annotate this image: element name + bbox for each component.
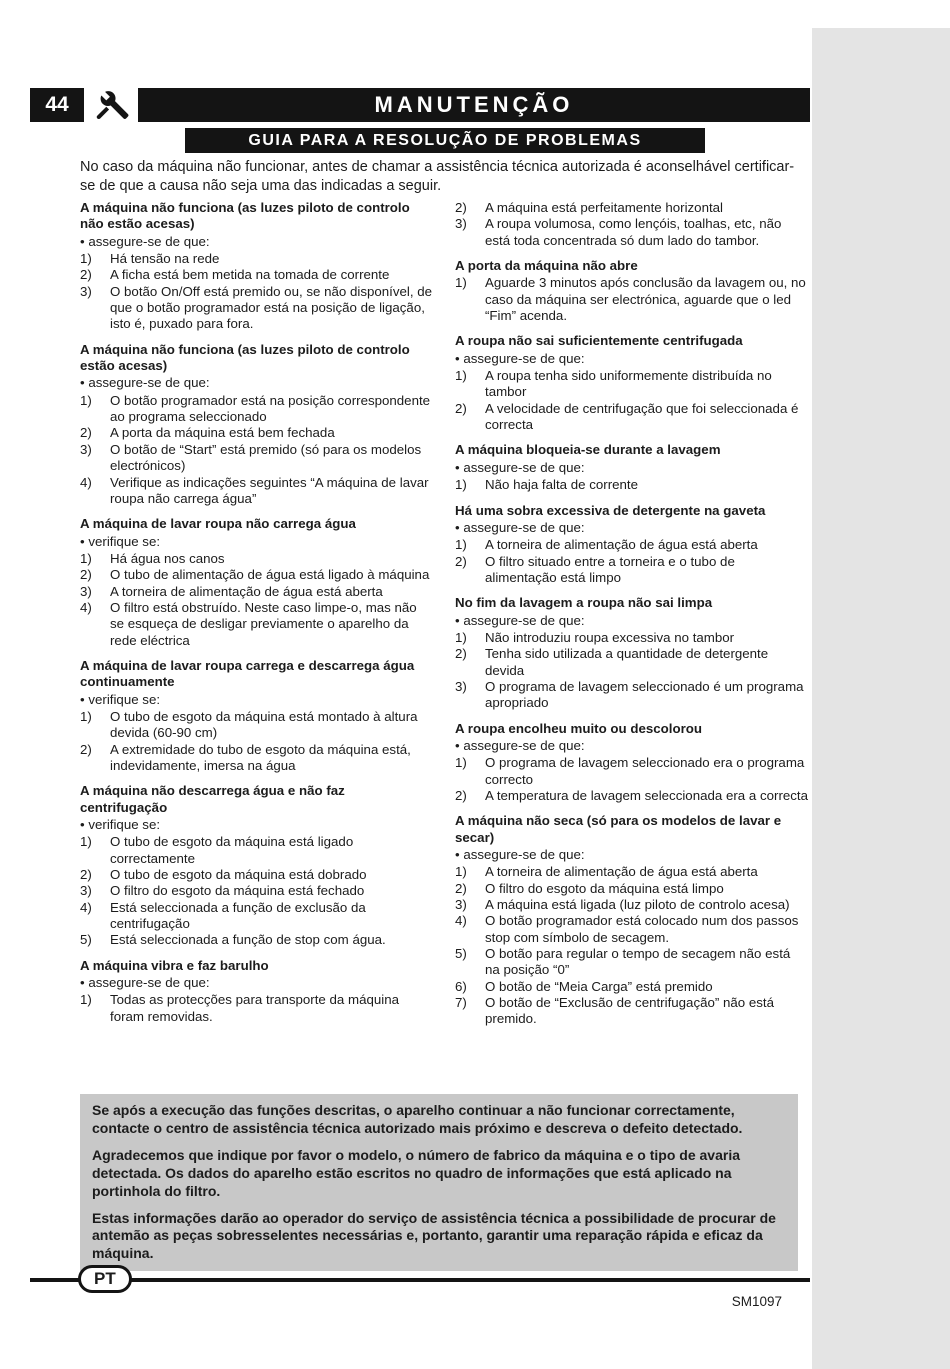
section-lead: • verifique se: xyxy=(80,817,161,833)
item-text: O tubo de esgoto da máquina está ligado correctamente xyxy=(110,834,354,866)
service-note: Estas informações darão ao operador do serviço de assistência técnica a possibilidade de procurar de antemão as peças sobresselentes necessárias e, portanto, garantir uma reparação rápida e eficaz da máquina. xyxy=(92,1209,776,1262)
service-note: Agradecemos que indique por favor o modelo, o número de fabrico da máquina e o tipo de avaria detectada. Os dados do aparelho estão escritos no quadro de informações que está aplicado na portinhola do filtro. xyxy=(92,1146,741,1199)
item-number: 2) xyxy=(80,867,92,883)
item-text: O tubo de esgoto da máquina está montado à altura devida (60-90 cm) xyxy=(110,708,418,741)
section-title: A máquina de lavar roupa não carrega água xyxy=(80,516,356,532)
section-lead: • assegure-se de que: xyxy=(455,350,585,366)
section-lead: • assegure-se de que: xyxy=(455,519,585,535)
list-item xyxy=(80,867,433,883)
item-text: O programa de lavagem seleccionado era o programa correcto xyxy=(485,755,805,787)
item-number: 3) xyxy=(455,897,467,913)
item-text: O tubo de esgoto da máquina está dobrado xyxy=(110,867,367,883)
maintenance-tools-icon xyxy=(84,88,138,122)
troubleshoot-section xyxy=(455,595,808,711)
section-lead: • assegure-se de que: xyxy=(455,459,585,475)
list-item xyxy=(80,883,433,899)
item-number: 1) xyxy=(80,992,92,1008)
list-item xyxy=(80,267,433,283)
list-item xyxy=(455,646,808,679)
list-item xyxy=(455,881,808,897)
list-item xyxy=(80,584,433,600)
item-text: A temperatura de lavagem seleccionada era a correcta xyxy=(485,788,809,803)
page-header xyxy=(30,88,810,122)
list-item xyxy=(80,475,433,508)
item-number: 3) xyxy=(80,883,92,899)
item-number: 1) xyxy=(80,392,92,408)
troubleshoot-section xyxy=(80,200,433,333)
troubleshoot-section xyxy=(80,783,433,948)
section-lead: • assegure-se de que: xyxy=(455,737,585,753)
section-lead: • assegure-se de que: xyxy=(80,233,210,249)
item-number: 3) xyxy=(455,216,467,232)
item-text: Há tensão na rede xyxy=(110,251,220,267)
list-item xyxy=(80,251,433,267)
list-item xyxy=(455,477,808,493)
item-text: O botão On/Off está premido ou, se não disponível, de que o botão programador está na posição de ligação, isto é, puxado para fora. xyxy=(110,283,433,332)
troubleshooting-columns xyxy=(80,200,808,1037)
item-text: A porta da máquina está bem fechada xyxy=(110,425,335,441)
list-item xyxy=(80,992,433,1025)
item-text: Tenha sido utilizada a quantidade de detergente devida xyxy=(485,646,769,678)
item-text: A roupa tenha sido uniformemente distribuída no tambor xyxy=(485,368,772,400)
section-title: A roupa encolheu muito ou descolorou xyxy=(455,720,702,736)
list-item xyxy=(455,275,808,324)
list-item xyxy=(80,834,433,867)
troubleshoot-section xyxy=(80,342,433,507)
intro-text: No caso da máquina não funcionar, antes de chamar a assistência técnica autorizada é aconselhável certificar-se de que a causa não seja uma das indicadas a seguir. xyxy=(80,159,795,194)
list-item xyxy=(455,755,808,788)
item-text: O botão programador está colocado num dos passos stop com símbolo de secagem. xyxy=(485,913,799,945)
item-number: 5) xyxy=(455,946,467,962)
item-text: Aguarde 3 minutos após conclusão da lavagem ou, no caso da máquina ser electrónica, aguarde que o led “Fim” acenda. xyxy=(485,275,806,324)
item-number: 1) xyxy=(455,537,467,553)
left-column xyxy=(80,200,433,1037)
item-number: 2) xyxy=(455,788,467,803)
troubleshoot-section xyxy=(455,503,808,587)
item-text: O tubo de alimentação de água está ligado à máquina xyxy=(110,567,430,583)
list-item xyxy=(80,600,433,649)
item-number: 4) xyxy=(80,899,92,915)
list-item xyxy=(455,979,808,995)
section-lead: • assegure-se de que: xyxy=(80,375,210,391)
item-number: 4) xyxy=(80,474,92,490)
item-text: O filtro situado entre a torneira e o tubo de alimentação está limpo xyxy=(485,553,735,585)
item-number: 1) xyxy=(80,251,92,267)
list-item xyxy=(455,216,808,249)
item-number: 2) xyxy=(455,400,467,416)
service-notes-box xyxy=(80,1094,798,1271)
item-text: A torneira de alimentação de água está aberta xyxy=(110,583,383,599)
item-text: A ficha está bem metida na tomada de corrente xyxy=(110,267,390,283)
list-item xyxy=(455,679,808,712)
section-title: No fim da lavagem a roupa não sai limpa xyxy=(455,595,713,611)
item-number: 1) xyxy=(80,708,92,724)
page-number: 44 xyxy=(30,88,84,122)
list-item xyxy=(455,630,808,646)
item-number: 3) xyxy=(80,441,92,457)
item-text: A roupa volumosa, como lençóis, toalhas, etc, não está toda concentrada só dum lado do tambor. xyxy=(485,216,782,248)
section-title: A roupa não sai suficientemente centrifugada xyxy=(455,333,743,349)
section-title: A máquina não seca (só para os modelos de lavar e secar) xyxy=(455,813,782,845)
troubleshoot-section xyxy=(455,333,808,433)
list-item xyxy=(455,913,808,946)
item-number: 3) xyxy=(455,678,467,694)
item-text: O filtro do esgoto da máquina está fechado xyxy=(110,883,365,899)
item-number: 1) xyxy=(455,629,467,645)
item-number: 2) xyxy=(80,267,92,283)
document-code: SM1097 xyxy=(731,1294,782,1309)
troubleshoot-section xyxy=(80,658,433,774)
item-number: 7) xyxy=(455,995,467,1011)
item-text: A máquina está perfeitamente horizontal xyxy=(485,200,724,215)
scan-edge xyxy=(812,28,950,1369)
troubleshooting-title-bar: GUIA PARA A RESOLUÇÃO DE PROBLEMAS xyxy=(185,128,705,153)
list-item xyxy=(80,425,433,441)
item-number: 1) xyxy=(80,550,92,566)
item-number: 1) xyxy=(455,368,467,384)
section-lead: • verifique se: xyxy=(80,533,161,549)
troubleshoot-section xyxy=(455,442,808,493)
section-lead: • assegure-se de que: xyxy=(455,612,585,628)
list-item xyxy=(455,946,808,979)
language-badge: PT xyxy=(78,1265,132,1293)
item-number: 3) xyxy=(80,583,92,599)
section-title: A máquina vibra e faz barulho xyxy=(80,957,269,973)
list-item xyxy=(455,995,808,1028)
list-item xyxy=(455,864,808,880)
troubleshoot-section xyxy=(455,200,808,249)
item-text: O botão programador está na posição correspondente ao programa seleccionado xyxy=(110,392,431,425)
item-text: Não introduziu roupa excessiva no tambor xyxy=(485,629,735,645)
item-number: 5) xyxy=(80,932,92,948)
item-number: 1) xyxy=(455,477,467,493)
item-text: A extremidade do tubo de esgoto da máquina está, indevidamente, imersa na água xyxy=(110,741,411,773)
page-footer xyxy=(30,1269,810,1309)
item-text: A torneira de alimentação de água está aberta xyxy=(485,537,758,553)
item-number: 2) xyxy=(80,567,92,583)
section-lead: • assegure-se de que: xyxy=(455,847,585,863)
list-item xyxy=(80,567,433,583)
item-text: Verifique as indicações seguintes “A máquina de lavar roupa não carrega água” xyxy=(110,474,429,506)
list-item xyxy=(455,788,808,804)
section-lead: • assegure-se de que: xyxy=(80,975,210,991)
item-text: Está seleccionada a função de exclusão da centrifugação xyxy=(110,899,366,932)
item-text: O botão de “Start” está premido (só para os modelos electrónicos) xyxy=(110,441,422,474)
item-number: 2) xyxy=(455,553,467,569)
troubleshoot-section xyxy=(80,958,433,1025)
item-text: Está seleccionada a função de stop com água. xyxy=(110,932,386,948)
list-item xyxy=(455,368,808,401)
section-title: Há uma sobra excessiva de detergente na gaveta xyxy=(455,502,766,518)
item-number: 1) xyxy=(80,834,92,850)
item-text: A velocidade de centrifugação que foi seleccionada é correcta xyxy=(485,400,799,433)
troubleshoot-section xyxy=(80,516,433,649)
list-item xyxy=(80,709,433,742)
item-text: O botão de “Exclusão de centrifugação” não está premido. xyxy=(485,995,775,1027)
list-item xyxy=(80,442,433,475)
item-number: 2) xyxy=(455,646,467,662)
item-number: 3) xyxy=(80,283,92,299)
item-number: 1) xyxy=(455,864,467,880)
section-title: A máquina de lavar roupa carrega e descarrega água continuamente xyxy=(80,657,415,690)
item-number: 2) xyxy=(455,200,467,215)
list-item xyxy=(455,897,808,913)
service-note: Se após a execução das funções descritas, o aparelho continuar a não funcionar correctamente, contacte o centro de assistência técnica autorizado mais próximo e descreva o defeito detectado. xyxy=(92,1102,743,1136)
list-item xyxy=(455,554,808,587)
item-text: Todas as protecções para transporte da máquina foram removidas. xyxy=(110,992,400,1024)
item-number: 4) xyxy=(80,599,92,615)
item-number: 2) xyxy=(80,425,92,441)
list-item xyxy=(455,401,808,434)
section-title: A máquina não funciona (as luzes piloto de controlo não estão acesas) xyxy=(80,200,410,232)
item-text: Não haja falta de corrente xyxy=(485,477,639,493)
section-title: A máquina bloqueia-se durante a lavagem xyxy=(455,442,721,458)
item-number: 6) xyxy=(455,978,467,994)
item-text: A torneira de alimentação de água está aberta xyxy=(485,864,758,880)
list-item xyxy=(80,900,433,933)
item-text: O botão de “Meia Carga” está premido xyxy=(485,978,713,994)
item-text: O filtro está obstruído. Neste caso limpe-o, mas não se esqueça de desligar previamente o aparelho da rede eléctrica xyxy=(110,599,417,648)
list-item xyxy=(80,932,433,948)
item-text: A máquina está ligada (luz piloto de controlo acesa) xyxy=(485,897,790,913)
item-number: 1) xyxy=(455,275,467,291)
list-item xyxy=(80,551,433,567)
item-text: Há água nos canos xyxy=(110,550,225,566)
list-item xyxy=(80,284,433,333)
troubleshoot-section xyxy=(455,721,808,805)
item-number: 2) xyxy=(80,741,92,757)
section-lead: • verifique se: xyxy=(80,691,161,707)
list-item xyxy=(80,393,433,426)
troubleshoot-section xyxy=(455,813,808,1027)
list-item xyxy=(455,200,808,216)
section-title: A máquina não funciona (as luzes piloto de controlo estão acesas) xyxy=(80,341,410,374)
item-text: O programa de lavagem seleccionado é um programa apropriado xyxy=(485,678,804,711)
item-number: 2) xyxy=(455,880,467,896)
list-item xyxy=(455,537,808,553)
item-number: 4) xyxy=(455,913,467,929)
list-item xyxy=(80,742,433,775)
troubleshoot-section xyxy=(455,258,808,324)
item-text: O botão para regular o tempo de secagem não está na posição “0” xyxy=(485,946,791,978)
item-number: 1) xyxy=(455,755,467,771)
section-title: A máquina não descarrega água e não faz centrifugação xyxy=(80,783,345,815)
item-text: O filtro do esgoto da máquina está limpo xyxy=(485,880,724,896)
chapter-title: MANUTENÇÃO xyxy=(138,88,810,122)
footer-rule xyxy=(30,1278,810,1282)
right-column xyxy=(455,200,808,1037)
section-title: A porta da máquina não abre xyxy=(455,258,638,274)
